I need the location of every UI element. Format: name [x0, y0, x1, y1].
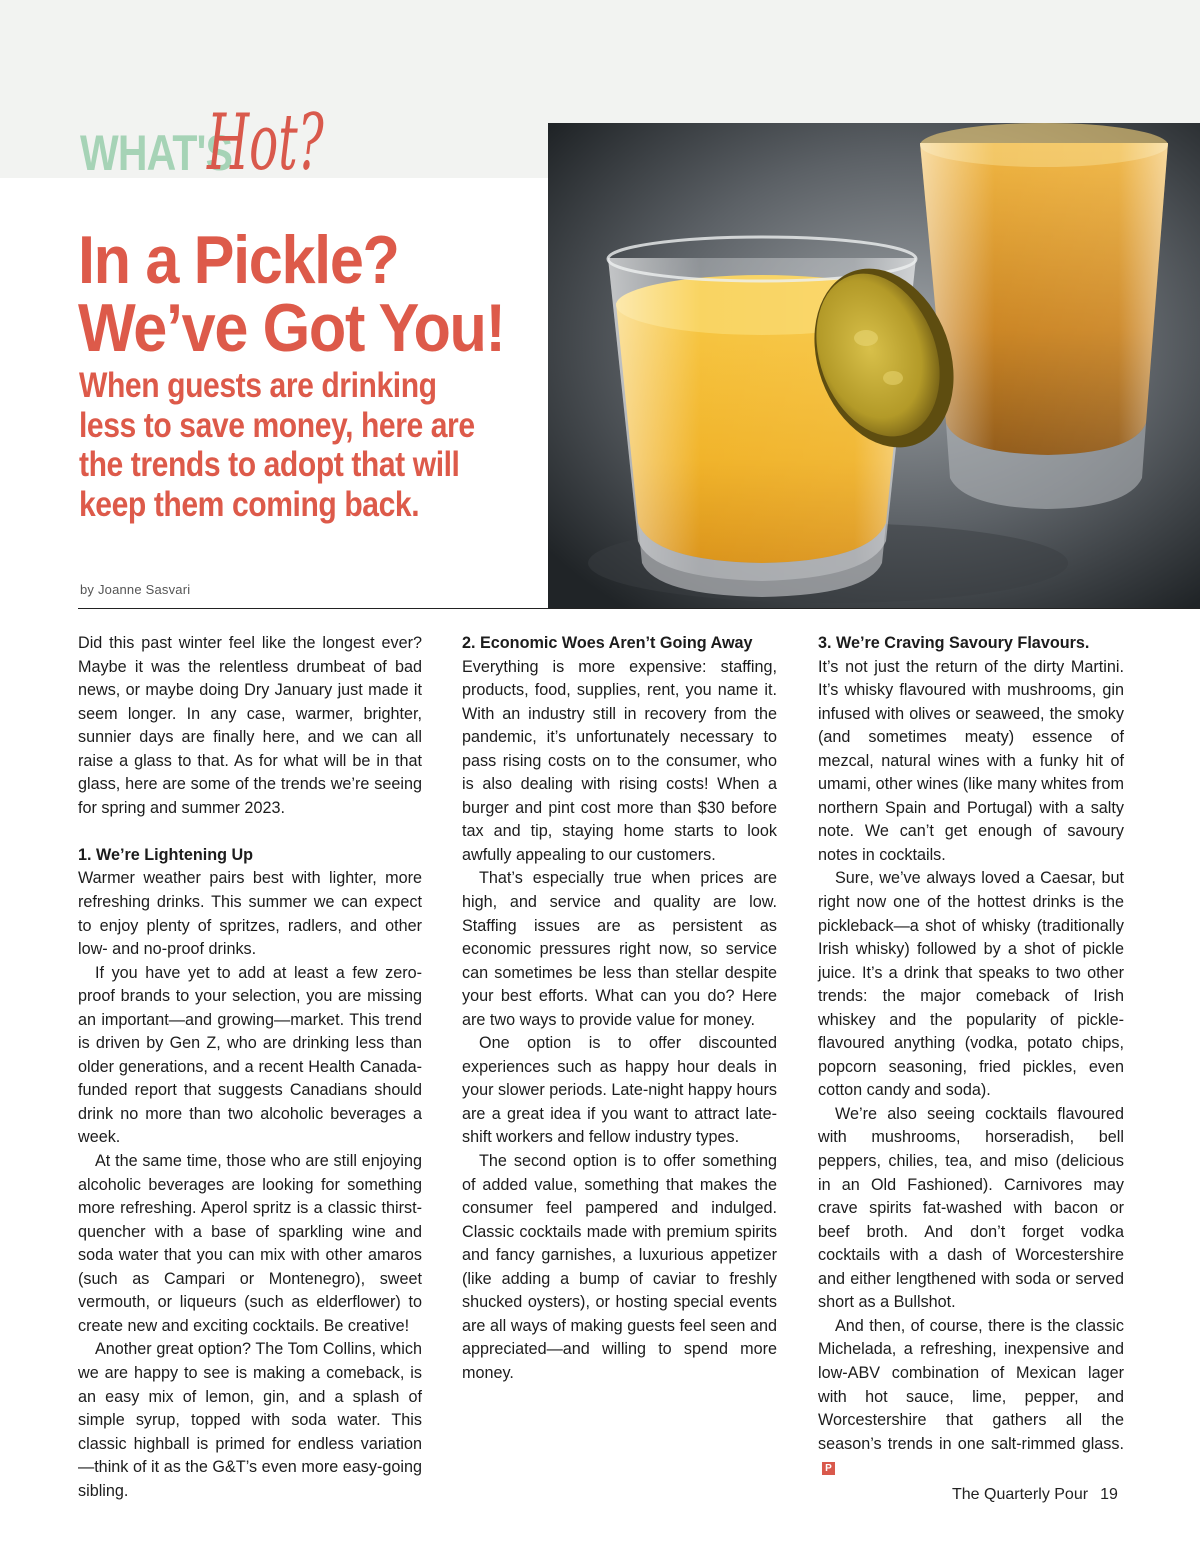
byline: by Joanne Sasvari	[80, 582, 191, 597]
pickleback-photo-illustration	[548, 123, 1200, 608]
section-1-paragraph: At the same time, those who are still enjoying alcoholic beverages are looking for something more refreshing. Aperol spritz is a classic thirst-quencher with a base of sparkling wine and soda water that you can mix with other amaros (such as Campari or Montenegro), sweet vermouth, or liqueurs (such as elderflower) to create new and exciting cocktails. Be creative!	[78, 1152, 422, 1335]
end-mark-icon: P	[822, 1462, 835, 1475]
article-headline	[78, 222, 505, 366]
section-2-paragraph: The second option is to offer something of added value, something that makes the consumer feel pampered and indulged. Classic cocktails made with premium spirits and fancy garnishes, a luxurious appetizer (like adding a bump of caviar to freshly shucked oysters), or hosting special events are all ways of making guests feel seen and appreciated—and willing to spend more money.	[462, 1152, 777, 1382]
section-1-paragraph: Another great option? The Tom Collins, which we are happy to see is making a comeback, is an easy mix of lemon, gin, and a splash of simple syrup, topped with soda water. This classic highball is primed for endless variation—think of it as the G&T’s even more easy-going sibling.	[78, 1340, 422, 1500]
page-footer	[952, 1486, 1118, 1504]
paragraph-gap	[78, 820, 422, 844]
column-2	[462, 632, 777, 1386]
section-1-paragraph: Warmer weather pairs best with lighter, more refreshing drinks. This summer we can expect to enjoy plenty of spritzes, radlers, and other low- and no-proof drinks.	[78, 869, 422, 959]
section-2-paragraph: Everything is more expensive: staffing, products, food, supplies, rent, you name it. With an industry still in recovery from the pandemic, it’s unfortunately necessary to pass rising costs on to the consumer, who is also dealing with rising costs! When a burger and pint cost more than $30 before tax and tip, staying home starts to look awfully appealing to our customers.	[462, 657, 777, 864]
header-divider	[78, 608, 1200, 609]
page-number: 19	[1100, 1486, 1118, 1503]
section-3-paragraph-final	[818, 1315, 1124, 1480]
hero-photo	[548, 123, 1200, 608]
section-1-paragraph: If you have yet to add at least a few zero-proof brands to your selection, you are missing an important—and growing—market. This trend is driven by Gen Z, who are drinking less than older generations, and a recent Health Canada-funded report that suggests Canadians should drink no more than two alcoholic beverages a week.	[78, 963, 422, 1147]
section-3-paragraph: We’re also seeing cocktails flavoured with mushrooms, horseradish, bell peppers, chilies, tea, and miso (delicious in an Old Fashioned). Carnivores may crave spirits fat-washed with bacon or beef broth. And don’t forget vodka cocktails with a dash of Worcestershire and either lengthened with soda or served short as a Bullshot.	[818, 1104, 1124, 1312]
section-3-paragraph: Sure, we’ve always loved a Caesar, but right now one of the hottest drinks is the pickleback—a shot of whisky (traditionally Irish whisky) followed by a shot of pickle juice. It’s a drink that speaks to two other trends: the major comeback of Irish whiskey and the popularity of pickle-flavoured anything (vodka, potato chips, popcorn seasoning, fried pickles, even cotton candy and soda).	[818, 869, 1124, 1100]
section-3-heading: 3. We’re Craving Savoury Flavours.	[818, 634, 1090, 652]
headline-line-2: We’ve Got You!	[78, 290, 505, 366]
section-3-paragraph: It’s not just the return of the dirty Martini. It’s whisky flavoured with mushrooms, gin infused with olives or seaweed, the smoky (and sometimes meaty) essence of mezcal, natural wines with a funky hit of umami, other wines (like many whites from northern Spain and Portugal) with a salty note. We can’t get enough of savoury notes in cocktails.	[818, 657, 1124, 864]
section-2-heading: 2. Economic Woes Aren’t Going Away	[462, 634, 753, 652]
section-1-heading: 1. We’re Lightening Up	[78, 845, 254, 864]
article-deck: When guests are drinking less to save money, here are the trends to adopt that will keep them coming back.	[79, 366, 475, 524]
kicker-hot: Hot?	[207, 98, 325, 188]
headline-line-1: In a Pickle?	[78, 222, 399, 298]
publication-name: The Quarterly Pour	[952, 1486, 1089, 1503]
whisky-shot-glass	[920, 123, 1168, 509]
section-kicker	[80, 82, 396, 188]
kicker-whats: WHAT'S	[80, 125, 233, 181]
intro-paragraph: Did this past winter feel like the longest ever? Maybe it was the relentless drumbeat of bad news, or maybe doing Dry January just made it seem longer. In any case, warmer, brighter, sunnier days are finally here, and we can all raise a glass to that. As for what will be in that glass, here are some of the trends we’re seeing for spring and summer 2023.	[78, 634, 422, 817]
section-2-paragraph: That’s especially true when prices are high, and service and quality are low. Staffing issues are as persistent as economic pressures right now, so service can sometimes be less than stellar despite your best efforts. What can you do? Here are two ways to provide value for money.	[462, 869, 777, 1029]
section-2-paragraph: One option is to offer discounted experiences such as happy hour deals in your slower periods. Late-night happy hours are a great idea if you want to attract late-shift workers and fellow industry types.	[462, 1034, 777, 1147]
column-3	[818, 632, 1124, 1480]
column-1	[78, 632, 422, 1503]
section-3-final-text: And then, of course, there is the classic Michelada, a refreshing, inexpensive and low-ABV combination of Mexican lager with hot sauce, lime, pepper, and Worcestershire that gathers all the season’s trends in one salt-rimmed glass.	[818, 1316, 1124, 1453]
